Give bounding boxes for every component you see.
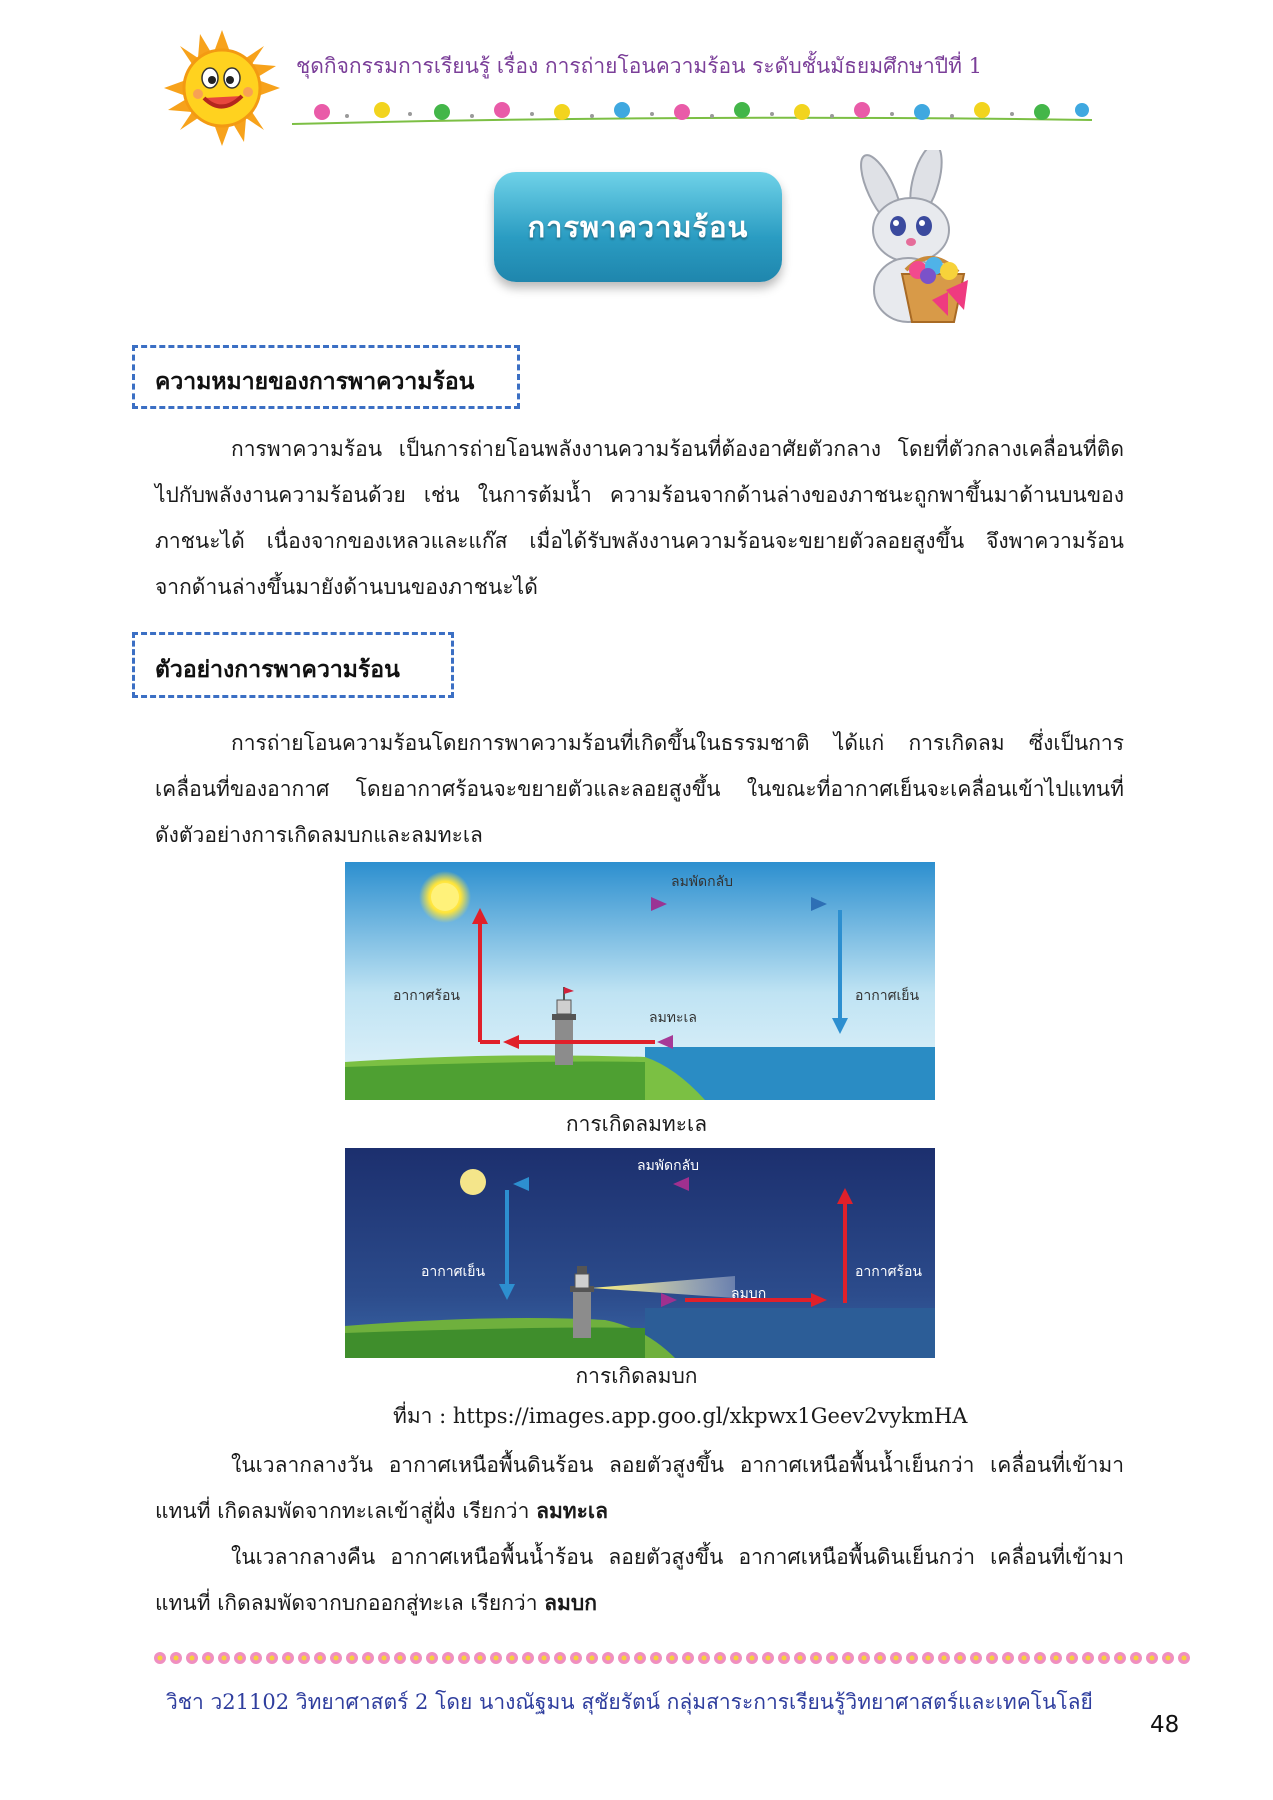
diagram-label: ลมบก bbox=[731, 1286, 767, 1302]
diagram-label: ลมพัดกลับ bbox=[637, 1158, 700, 1174]
text-line: ภาชนะได้ เนื่องจากของเหลวและแก๊ส เมื่อได้รับพลังงานความร้อนจะขยายตัวลอยสูงขึ้น จึงพาความร้อน bbox=[155, 529, 1124, 553]
text-line: ในเวลากลางคืน อากาศเหนือพื้นน้ำร้อน ลอยตัวสูงขึ้น อากาศเหนือพื้นดินเย็นกว่า เคลื่อนที่เข้ามา bbox=[231, 1545, 1124, 1569]
text-line: จากด้านล่างขึ้นมายังด้านบนของภาชนะได้ bbox=[155, 575, 538, 599]
footer-text: วิชา ว21102 วิทยาศาสตร์ 2 โดย นางณัฐมน สุชัยรัตน์ กลุ่มสาระการเรียนรู้วิทยาศาสตร์และเทคโนโลยี bbox=[166, 1690, 1093, 1714]
text-line: ไปกับพลังงานความร้อนด้วย เช่น ในการต้มน้ำ ความร้อนจากด้านล่างของภาชนะถูกพาขึ้นมาด้านบนของ bbox=[155, 483, 1124, 507]
header-title: ชุดกิจกรรมการเรียนรู้ เรื่อง การถ่ายโอนความร้อน ระดับชั้นมัธยมศึกษาปีที่ 1 bbox=[296, 54, 982, 78]
sun-mascot-icon bbox=[162, 28, 282, 148]
text-span: แทนที่ เกิดลมพัดจากทะเลเข้าสู่ฝั่ง เรียกว่า bbox=[155, 1499, 537, 1523]
text-line: การถ่ายโอนความร้อนโดยการพาความร้อนที่เกิดขึ้นในธรรมชาติ ได้แก่ การเกิดลม ซึ่งเป็นการ bbox=[231, 731, 1124, 755]
text-line bbox=[155, 1580, 1124, 1626]
section-heading: ความหมายของการพาความร้อน bbox=[155, 369, 475, 395]
text-line: ในเวลากลางวัน อากาศเหนือพื้นดินร้อน ลอยตัวสูงขึ้น อากาศเหนือพื้นน้ำเย็นกว่า เคลื่อนที่เข้ามา bbox=[231, 1453, 1124, 1477]
image-source: ที่มา : https://images.app.goo.gl/xkpwx1Geev2vykmHA bbox=[393, 1404, 968, 1428]
section-heading-box bbox=[132, 632, 454, 698]
diagram-label: อากาศเย็น bbox=[855, 988, 920, 1004]
text-line: การพาความร้อน เป็นการถ่ายโอนพลังงานความร้อนที่ต้องอาศัยตัวกลาง โดยที่ตัวกลางเคลื่อนที่ติด bbox=[231, 437, 1124, 461]
diagram-label: ลมพัดกลับ bbox=[671, 874, 734, 890]
decorative-flower-border bbox=[152, 1648, 1194, 1668]
main-title-box bbox=[494, 172, 782, 282]
term-land-breeze: ลมบก bbox=[544, 1590, 597, 1615]
paragraph-examples bbox=[155, 720, 1124, 858]
diagram-caption: การเกิดลมทะเล bbox=[565, 1112, 708, 1136]
term-sea-breeze: ลมทะเล bbox=[536, 1498, 608, 1523]
text-line bbox=[155, 1488, 1124, 1534]
diagram-label: อากาศร้อน bbox=[855, 1264, 922, 1280]
section-heading: ตัวอย่างการพาความร้อน bbox=[155, 657, 400, 683]
diagram-label: ลมทะเล bbox=[649, 1010, 697, 1026]
text-line: ดังตัวอย่างการเกิดลมบกและลมทะเล bbox=[155, 823, 483, 847]
rabbit-basket-icon bbox=[836, 150, 986, 340]
text-span: แทนที่ เกิดลมพัดจากบกออกสู่ทะเล เรียกว่า bbox=[155, 1591, 545, 1615]
decorative-dot-border bbox=[292, 96, 1092, 130]
text-line: เคลื่อนที่ของอากาศ โดยอากาศร้อนจะขยายตัวและลอยสูงขึ้น ในขณะที่อากาศเย็นจะเคลื่อนเข้าไปแทนที่ bbox=[155, 777, 1124, 801]
paragraph-definition bbox=[155, 426, 1124, 610]
paragraph-sea-land-breeze bbox=[155, 1442, 1124, 1626]
diagram-label: อากาศร้อน bbox=[393, 988, 460, 1004]
land-breeze-diagram bbox=[345, 1148, 935, 1358]
diagram-caption: การเกิดลมบก bbox=[575, 1364, 698, 1388]
section-heading-box bbox=[132, 345, 520, 409]
sea-breeze-diagram bbox=[345, 862, 935, 1100]
page-number: 48 bbox=[1150, 1712, 1180, 1738]
main-title: การพาความร้อน bbox=[527, 210, 749, 244]
diagram-label: อากาศเย็น bbox=[421, 1264, 486, 1280]
